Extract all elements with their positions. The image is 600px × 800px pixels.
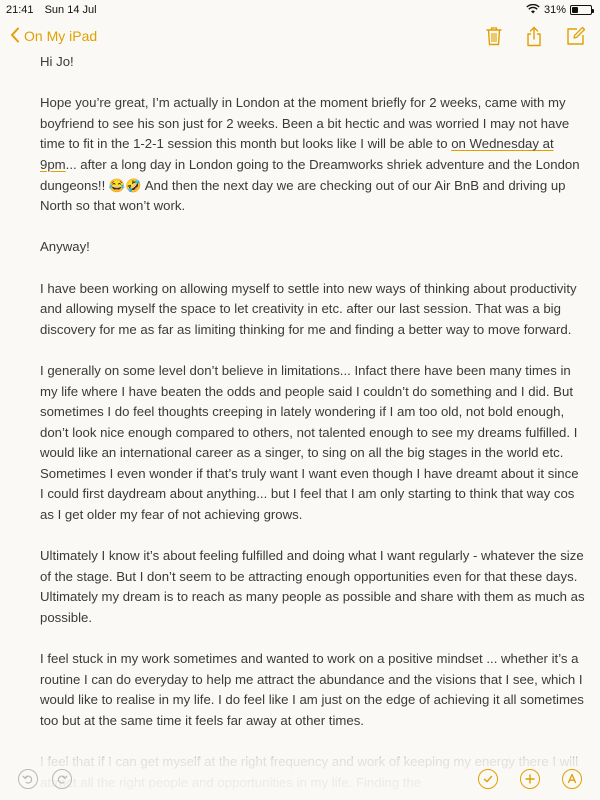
markup-pen-icon[interactable] xyxy=(562,769,582,789)
note-paragraph: Anyway! xyxy=(40,239,90,255)
bottom-toolbar xyxy=(0,758,600,800)
redo-icon[interactable] xyxy=(52,769,72,789)
note-greeting: Hi Jo! xyxy=(40,54,74,69)
note-paragraph: I feel stuck in my work sometimes and wanted to work on a positive mindset ... whether it’s a routine I can do everyday to help me attract the abundance and the visions that I see, which I would like to realise in my life. I do feel like I am just on the edge of achieving it all sometimes too but at the same time it feels far away at other times. xyxy=(40,651,584,728)
checkmark-icon[interactable] xyxy=(478,769,498,789)
note-text: Hope you’re great, I’m actually in London at the moment briefly for 2 weeks, came with my boyfriend to see his son just for 2 weeks. Been a bit hectic and was worried I may not have time to fit in the 1-2-1 session this month but looks like I will be able to xyxy=(40,95,570,152)
navigation-bar xyxy=(0,20,600,52)
note-body[interactable] xyxy=(40,52,585,800)
plus-icon[interactable] xyxy=(520,769,540,789)
wifi-icon xyxy=(526,4,540,17)
compose-icon[interactable] xyxy=(566,26,586,46)
status-date: Sun 14 Jul xyxy=(44,4,97,16)
back-button[interactable] xyxy=(10,27,97,46)
undo-icon[interactable] xyxy=(18,769,38,789)
battery-icon xyxy=(570,5,592,15)
note-text: ... after a long day in London going to the Dreamworks shriek adventure and the London dungeons!! 😂🤣 And then the next day we are checking out of our Air BnB and driving up North so that won’t work. xyxy=(40,156,580,214)
detected-date-link[interactable]: on Wednesday at 9pm xyxy=(40,136,554,172)
status-bar xyxy=(0,0,600,20)
back-label: On My iPad xyxy=(24,28,98,44)
status-right xyxy=(526,4,592,17)
status-left xyxy=(6,4,105,16)
note-paragraph: I generally on some level don’t believe in limitations... Infact there have been many times in my life where I have beaten the odds and people said I couldn’t do something and I did. But sometimes I do feel thoughts creeping in lately wondering if I am too old, not bold enough, don’t look nice enough compared to others, not talented enough to see my dreams fulfilled. I would like an international career as a singer, to sing on all the big stages in the world etc. Sometimes I even wonder if that’s truly want I want even though I have dreamt about it since I could first daydream about anything... but I feel that I am only starting to think that way cos as I get older my fear of not achieving grows. xyxy=(40,362,579,523)
share-icon[interactable] xyxy=(526,26,542,47)
status-time: 21:41 xyxy=(6,4,34,16)
note-paragraph xyxy=(40,93,585,217)
chevron-left-icon xyxy=(10,27,20,46)
note-paragraph: Ultimately I know it’s about feeling fulfilled and doing what I want regularly - whatever the size of the stage. But I don’t seem to be attracting enough opportunities even for that these days. Ultimately my dream is to reach as many people as possible and share with them as much as possible. xyxy=(40,548,585,626)
battery-percent: 31% xyxy=(543,4,566,16)
toolbar-right xyxy=(478,769,582,789)
nav-actions xyxy=(486,26,590,47)
toolbar-left xyxy=(18,769,72,789)
battery-fill xyxy=(572,7,578,13)
trash-icon[interactable] xyxy=(486,26,502,46)
note-paragraph: I have been working on allowing myself to settle into new ways of thinking about productivity and allowing myself the space to let creativity in etc. after our last session. That was a big discovery for me as far as limiting thinking for me and finding a better way to move forward. xyxy=(40,280,577,337)
